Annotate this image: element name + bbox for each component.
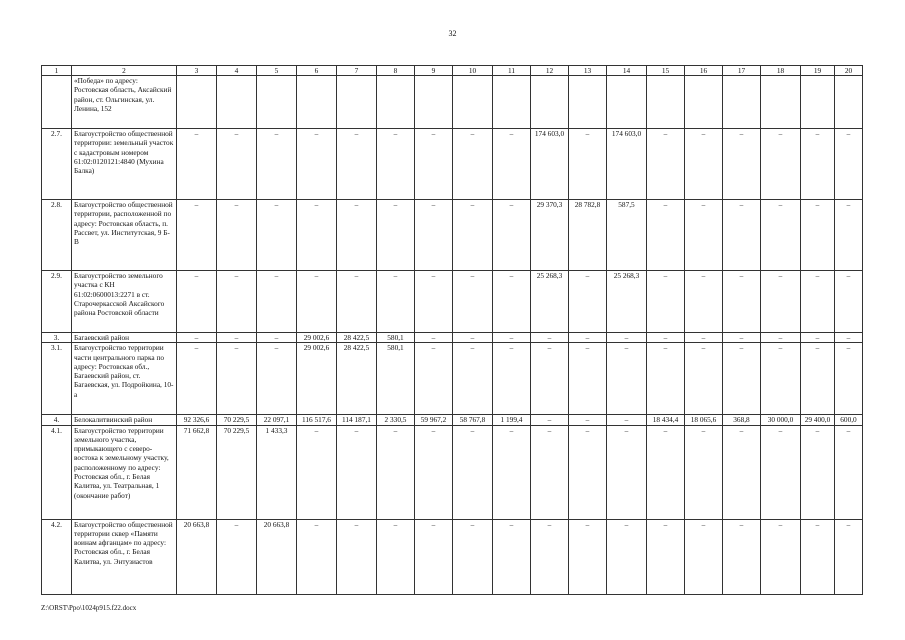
value-cell: – (835, 129, 863, 200)
table-row (42, 333, 863, 343)
value-cell: – (377, 200, 415, 271)
value-cell: 22 097,1 (257, 415, 297, 425)
value-cell: – (377, 519, 415, 594)
value-cell (257, 76, 297, 129)
value-cell: – (685, 519, 723, 594)
value-cell: – (569, 343, 607, 415)
row-index-cell: 2.8. (42, 200, 72, 271)
value-cell: – (761, 271, 801, 333)
value-cell: – (607, 343, 647, 415)
value-cell: – (493, 519, 531, 594)
value-cell: 25 268,3 (531, 271, 569, 333)
value-cell: 18 434,4 (647, 415, 685, 425)
value-cell: 580,1 (377, 333, 415, 343)
value-cell: 2 330,5 (377, 415, 415, 425)
value-cell: – (297, 129, 337, 200)
value-cell: – (685, 271, 723, 333)
value-cell: – (569, 129, 607, 200)
row-index-cell: 4.1. (42, 425, 72, 519)
value-cell: – (493, 425, 531, 519)
value-cell: – (569, 519, 607, 594)
value-cell: – (337, 200, 377, 271)
value-cell: 114 187,1 (337, 415, 377, 425)
value-cell: – (415, 129, 453, 200)
value-cell: – (835, 200, 863, 271)
value-cell: – (647, 425, 685, 519)
value-cell: – (647, 333, 685, 343)
value-cell: 116 517,6 (297, 415, 337, 425)
value-cell: – (801, 129, 835, 200)
value-cell: – (415, 343, 453, 415)
column-header-5: 5 (257, 66, 297, 76)
row-index-cell (42, 76, 72, 129)
table-row (42, 129, 863, 200)
value-cell: – (415, 200, 453, 271)
value-cell: – (177, 343, 217, 415)
value-cell: – (531, 425, 569, 519)
value-cell (297, 76, 337, 129)
column-header-12: 12 (531, 66, 569, 76)
value-cell: – (453, 271, 493, 333)
value-cell (531, 76, 569, 129)
value-cell: 587,5 (607, 200, 647, 271)
value-cell (607, 76, 647, 129)
value-cell: – (569, 425, 607, 519)
value-cell: – (493, 200, 531, 271)
value-cell: – (377, 425, 415, 519)
column-header-18: 18 (761, 66, 801, 76)
column-header-2: 2 (72, 66, 177, 76)
value-cell: 29 002,6 (297, 343, 337, 415)
column-header-1: 1 (42, 66, 72, 76)
column-header-19: 19 (801, 66, 835, 76)
value-cell: 29 370,3 (531, 200, 569, 271)
value-cell (377, 76, 415, 129)
row-index-cell: 2.9. (42, 271, 72, 333)
value-cell: – (453, 200, 493, 271)
table-row (42, 425, 863, 519)
value-cell: – (723, 333, 761, 343)
value-cell: – (297, 425, 337, 519)
value-cell: – (761, 129, 801, 200)
column-header-15: 15 (647, 66, 685, 76)
value-cell: – (531, 343, 569, 415)
column-header-16: 16 (685, 66, 723, 76)
value-cell (217, 76, 257, 129)
column-numbers-row (42, 66, 863, 76)
value-cell: – (531, 415, 569, 425)
value-cell: – (453, 343, 493, 415)
value-cell: 30 000,0 (761, 415, 801, 425)
value-cell: 28 422,5 (337, 343, 377, 415)
table-row (42, 343, 863, 415)
value-cell (415, 76, 453, 129)
value-cell: – (723, 129, 761, 200)
value-cell (647, 76, 685, 129)
column-header-7: 7 (337, 66, 377, 76)
value-cell: – (337, 271, 377, 333)
value-cell: 368,8 (723, 415, 761, 425)
column-header-20: 20 (835, 66, 863, 76)
value-cell: – (801, 343, 835, 415)
value-cell: 58 767,8 (453, 415, 493, 425)
value-cell: – (493, 343, 531, 415)
value-cell: – (723, 343, 761, 415)
value-cell: – (723, 200, 761, 271)
value-cell: – (257, 129, 297, 200)
document-file-path: Z:\ORST\Ppo\1024p915.f22.docx (41, 604, 137, 612)
value-cell: – (177, 333, 217, 343)
row-name-cell: Благоустройство общественной территории: земельный участок с кадастровым номером 61:02:0120121:4840 (Мухина Балка) (72, 129, 177, 200)
value-cell: 600,0 (835, 415, 863, 425)
value-cell: – (337, 519, 377, 594)
row-name-cell: Благоустройство территории земельного участка, примыкающего с северо-востока к земельному участку, расположенному по адресу: Ростовская обл., г. Белая Калитва, ул. Театральная, 1 (окончание работ) (72, 425, 177, 519)
value-cell: 1 433,3 (257, 425, 297, 519)
column-header-9: 9 (415, 66, 453, 76)
value-cell (493, 76, 531, 129)
value-cell: – (453, 129, 493, 200)
value-cell: – (569, 271, 607, 333)
value-cell: – (835, 519, 863, 594)
value-cell: 29 400,0 (801, 415, 835, 425)
value-cell: – (607, 415, 647, 425)
table-row (42, 200, 863, 271)
value-cell (801, 76, 835, 129)
value-cell: – (217, 519, 257, 594)
row-index-cell: 2.7. (42, 129, 72, 200)
value-cell: – (337, 129, 377, 200)
column-header-14: 14 (607, 66, 647, 76)
value-cell: 20 663,8 (177, 519, 217, 594)
value-cell: 59 967,2 (415, 415, 453, 425)
value-cell: 92 326,6 (177, 415, 217, 425)
value-cell: – (217, 129, 257, 200)
value-cell: – (761, 200, 801, 271)
value-cell: – (647, 129, 685, 200)
row-name-cell: Белокалитвинский район (72, 415, 177, 425)
value-cell: 28 782,8 (569, 200, 607, 271)
row-index-cell: 4. (42, 415, 72, 425)
budget-table (41, 65, 863, 595)
row-name-cell: Благоустройство общественной территории, расположенной по адресу: Ростовская область, п. Рассвет, ул. Институтская, 9 Б-В (72, 200, 177, 271)
value-cell (177, 76, 217, 129)
value-cell: – (569, 333, 607, 343)
value-cell: – (453, 519, 493, 594)
value-cell (569, 76, 607, 129)
value-cell: – (177, 129, 217, 200)
value-cell: – (761, 519, 801, 594)
value-cell (723, 76, 761, 129)
value-cell: – (377, 271, 415, 333)
value-cell: – (453, 333, 493, 343)
value-cell: – (177, 271, 217, 333)
column-header-8: 8 (377, 66, 415, 76)
value-cell: – (685, 333, 723, 343)
value-cell: – (647, 271, 685, 333)
value-cell: – (257, 343, 297, 415)
column-header-4: 4 (217, 66, 257, 76)
row-index-cell: 3.1. (42, 343, 72, 415)
value-cell: 28 422,5 (337, 333, 377, 343)
value-cell: – (493, 333, 531, 343)
value-cell: 174 603,0 (607, 129, 647, 200)
value-cell: – (531, 519, 569, 594)
value-cell: – (257, 200, 297, 271)
column-header-3: 3 (177, 66, 217, 76)
row-name-cell: Благоустройство земельного участка с КН 61:02:0600013:2271 в ст. Старочеркасской Аксайского района Ростовской области (72, 271, 177, 333)
value-cell: 174 603,0 (531, 129, 569, 200)
table-row (42, 76, 863, 129)
value-cell: – (801, 519, 835, 594)
column-header-13: 13 (569, 66, 607, 76)
value-cell (337, 76, 377, 129)
value-cell: – (723, 519, 761, 594)
value-cell: – (685, 200, 723, 271)
value-cell: – (569, 415, 607, 425)
column-header-10: 10 (453, 66, 493, 76)
value-cell: – (761, 333, 801, 343)
value-cell: – (607, 519, 647, 594)
value-cell: 70 229,5 (217, 415, 257, 425)
value-cell (685, 76, 723, 129)
value-cell: – (685, 425, 723, 519)
value-cell: – (835, 425, 863, 519)
value-cell: – (685, 343, 723, 415)
value-cell: – (761, 343, 801, 415)
column-header-17: 17 (723, 66, 761, 76)
value-cell: – (415, 425, 453, 519)
value-cell (453, 76, 493, 129)
column-header-6: 6 (297, 66, 337, 76)
value-cell: – (337, 425, 377, 519)
row-index-cell: 3. (42, 333, 72, 343)
value-cell: 1 199,4 (493, 415, 531, 425)
value-cell: 580,1 (377, 343, 415, 415)
value-cell: – (415, 519, 453, 594)
table-header (42, 66, 863, 76)
table-body (42, 76, 863, 595)
value-cell: – (493, 271, 531, 333)
value-cell: – (607, 333, 647, 343)
value-cell: – (453, 425, 493, 519)
value-cell: – (685, 129, 723, 200)
value-cell: – (415, 271, 453, 333)
value-cell: – (257, 333, 297, 343)
value-cell: 29 002,6 (297, 333, 337, 343)
value-cell: – (835, 333, 863, 343)
value-cell: 71 662,8 (177, 425, 217, 519)
value-cell: – (493, 129, 531, 200)
value-cell: – (217, 343, 257, 415)
value-cell: – (723, 425, 761, 519)
value-cell: 25 268,3 (607, 271, 647, 333)
value-cell: – (177, 200, 217, 271)
row-index-cell: 4.2. (42, 519, 72, 594)
value-cell: – (801, 271, 835, 333)
value-cell: – (217, 271, 257, 333)
value-cell: – (297, 200, 337, 271)
value-cell (761, 76, 801, 129)
row-name-cell: Благоустройство территории части центрального парка по адресу: Ростовская обл., Багаевский район, ст. Багаевская, ул. Подройкина, 10-а (72, 343, 177, 415)
value-cell: – (801, 425, 835, 519)
value-cell: – (217, 200, 257, 271)
row-name-cell: Благоустройство общественной территории сквер «Памяти воинам афганцам» по адресу: Ростовская обл., г. Белая Калитва, ул. Энтузиастов (72, 519, 177, 594)
value-cell: – (217, 333, 257, 343)
value-cell: – (607, 425, 647, 519)
value-cell: 70 229,5 (217, 425, 257, 519)
value-cell: – (415, 333, 453, 343)
table-row (42, 415, 863, 425)
value-cell: 20 663,8 (257, 519, 297, 594)
value-cell: – (297, 271, 337, 333)
value-cell: – (801, 200, 835, 271)
value-cell: – (297, 519, 337, 594)
row-name-cell: Багаевский район (72, 333, 177, 343)
value-cell: – (723, 271, 761, 333)
value-cell: – (835, 271, 863, 333)
value-cell: – (377, 129, 415, 200)
value-cell: – (647, 343, 685, 415)
table-row (42, 519, 863, 594)
value-cell: 18 065,6 (685, 415, 723, 425)
page-number: 32 (448, 29, 457, 38)
value-cell: – (761, 425, 801, 519)
value-cell: – (531, 333, 569, 343)
value-cell: – (647, 519, 685, 594)
value-cell: – (835, 343, 863, 415)
row-name-cell: «Победа» по адресу: Ростовская область, Аксайский район, ст. Ольгинская, ул. Ленина, 152 (72, 76, 177, 129)
value-cell: – (801, 333, 835, 343)
value-cell (835, 76, 863, 129)
value-cell: – (647, 200, 685, 271)
value-cell: – (257, 271, 297, 333)
column-header-11: 11 (493, 66, 531, 76)
table-row (42, 271, 863, 333)
